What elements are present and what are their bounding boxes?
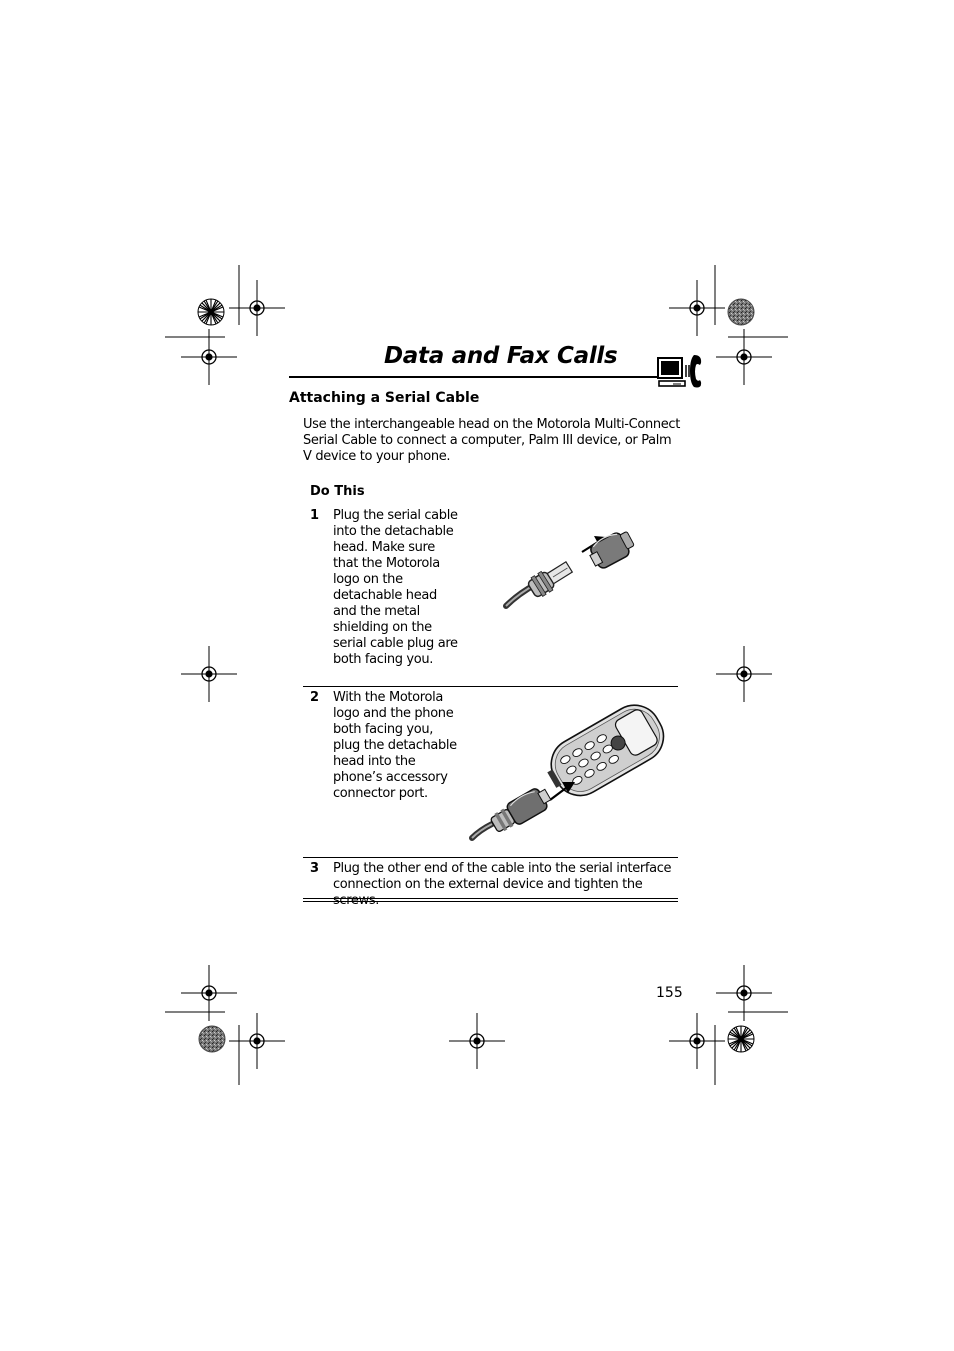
- step-text: [333, 690, 483, 802]
- head-to-phone-illustration: [466, 700, 672, 844]
- table-bottom-rule: [303, 898, 678, 899]
- step-line: Plug the serial cable: [333, 508, 458, 523]
- step-line: head. Make sure: [333, 540, 435, 555]
- step-line: shielding on the: [333, 620, 432, 635]
- step-line: phone’s accessory: [333, 770, 448, 785]
- step-line: plug the detachable: [333, 738, 457, 753]
- cable-plug-to-head-illustration: [498, 522, 643, 614]
- step-line: into the detachable: [333, 524, 454, 539]
- step-number: 3: [310, 861, 320, 876]
- intro-paragraph: Use the interchangeable head on the Motorola Multi-Connect Serial Cable to connect a computer, Palm III device, or Palm V device to your phone.: [303, 417, 680, 464]
- step-line: connection on the external device and tighten the: [333, 877, 643, 892]
- step-line: both facing you.: [333, 652, 434, 667]
- step-line: logo on the: [333, 572, 403, 587]
- data-fax-computer-phone-icon: [656, 353, 704, 391]
- step-line: that the Motorola: [333, 556, 440, 571]
- column-heading: Do This: [310, 484, 365, 499]
- step-line: With the Motorola: [333, 690, 443, 705]
- chapter-title: Data and Fax Calls: [384, 343, 618, 369]
- row-divider: [303, 686, 678, 687]
- step-line: head into the: [333, 754, 416, 769]
- step-line: connector port.: [333, 786, 428, 801]
- table-bottom-rule: [303, 901, 678, 902]
- step-line: serial cable plug are: [333, 636, 458, 651]
- step-line: logo and the phone: [333, 706, 454, 721]
- step-number: 1: [310, 508, 320, 523]
- step-line: both facing you,: [333, 722, 434, 737]
- step-text: [333, 508, 483, 668]
- page-number: 155: [656, 985, 683, 1001]
- step-line: detachable head: [333, 588, 437, 603]
- step-number: 2: [310, 690, 320, 705]
- section-heading: Attaching a Serial Cable: [289, 390, 480, 406]
- step-line: and the metal: [333, 604, 420, 619]
- step-line: Plug the other end of the cable into the serial interface: [333, 861, 672, 876]
- row-divider: [303, 857, 678, 858]
- title-rule: [289, 376, 657, 378]
